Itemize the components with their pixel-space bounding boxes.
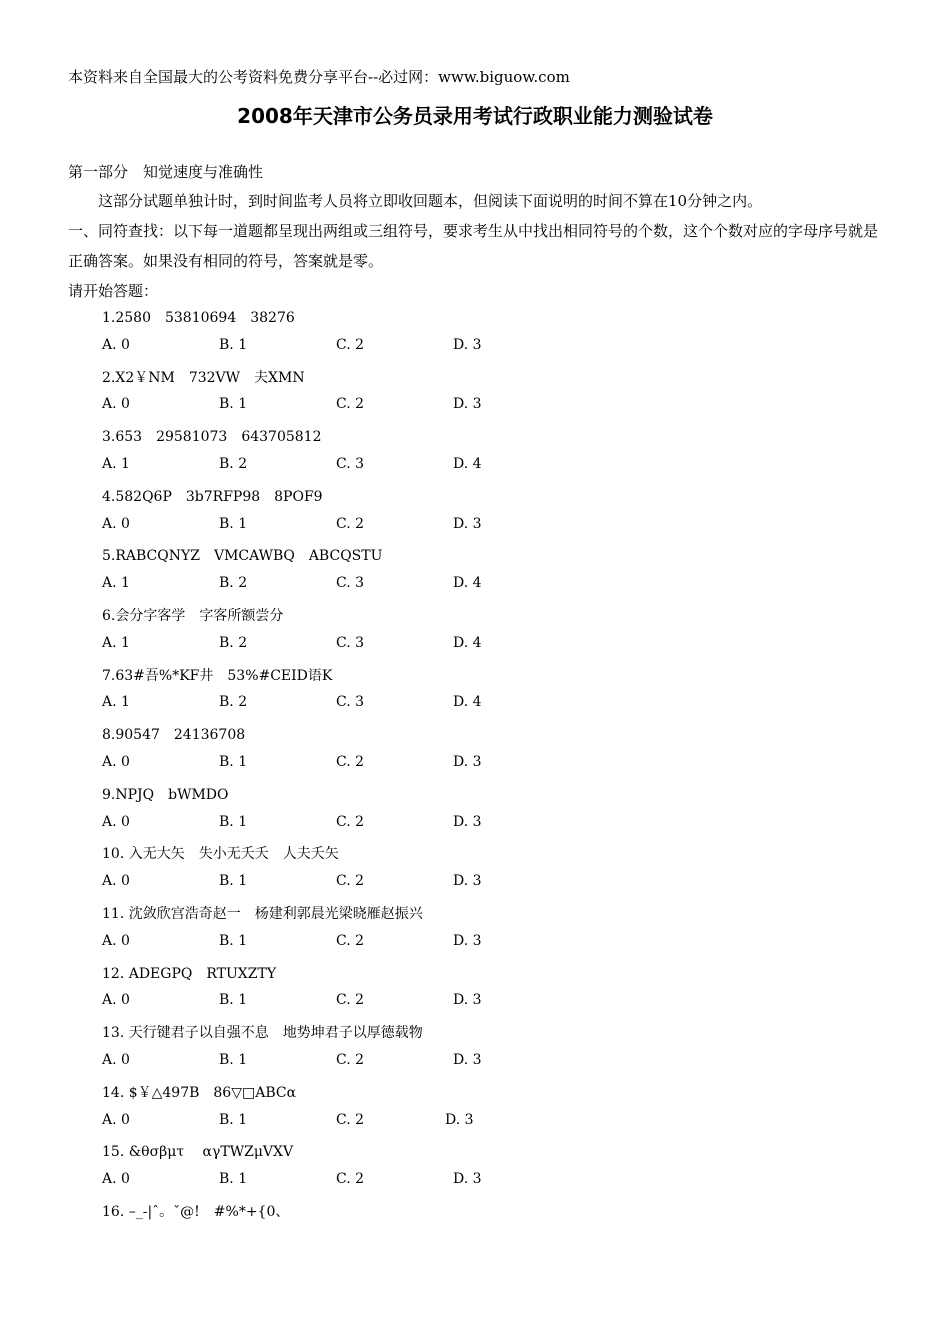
answer-options — [102, 635, 602, 655]
answer-option: B. 1 — [219, 873, 248, 890]
answer-option: B. 1 — [219, 1111, 248, 1128]
answer-option: B. 1 — [219, 992, 248, 1009]
answer-option: C. 3 — [336, 575, 365, 592]
answer-option: D. 3 — [453, 813, 482, 830]
question-text: 15. &θσβμτ αγTWZμVXV — [102, 1144, 294, 1161]
answer-options — [102, 694, 602, 714]
answer-option: D. 3 — [453, 992, 482, 1009]
answer-option: D. 4 — [453, 575, 482, 592]
answer-options — [102, 575, 602, 595]
answer-option: D. 3 — [453, 515, 482, 532]
answer-option: C. 2 — [336, 754, 365, 770]
part-heading: 第一部分 知觉速度与准确性 — [68, 163, 264, 181]
answer-options — [102, 516, 602, 536]
answer-option: D. 4 — [453, 634, 482, 651]
answer-option: D. 3 — [453, 932, 482, 949]
answer-option: A. 0 — [102, 1052, 130, 1068]
source-line: 本资料来自全国最大的公考资料免费分享平台--必过网：www.biguow.com — [68, 68, 570, 86]
answer-option: D. 4 — [453, 456, 482, 472]
question-text: 16. –_-|ˆ。ˇ@! #%*+{0、 — [102, 1204, 290, 1220]
answer-option: C. 2 — [336, 515, 365, 532]
answer-options — [102, 754, 602, 774]
answer-option: D. 3 — [453, 1052, 482, 1068]
answer-options — [102, 1112, 602, 1132]
question-text: 4.582Q6P 3b7RFP98 8POF9 — [102, 488, 323, 505]
start-prompt: 请开始答题： — [68, 282, 159, 300]
answer-option: A. 0 — [102, 754, 130, 770]
answer-option: C. 3 — [336, 634, 365, 651]
answer-option: C. 2 — [336, 1111, 365, 1128]
answer-options — [102, 337, 602, 357]
answer-option: A. 0 — [102, 336, 130, 353]
answer-option: B. 1 — [219, 1052, 248, 1068]
answer-options — [102, 1052, 602, 1072]
question-text: 1.2580 53810694 38276 — [102, 310, 295, 326]
page-title: 2008年天津市公务员录用考试行政职业能力测验试卷 — [237, 104, 713, 128]
question-text: 6.会分字客学 字客所额尝分 — [102, 608, 284, 624]
question-text: 3.653 29581073 643705812 — [102, 429, 322, 446]
answer-option: C. 2 — [336, 336, 365, 353]
answer-option: A. 0 — [102, 813, 130, 830]
answer-option: A. 0 — [102, 1111, 130, 1128]
instruction-paragraph: 一、同符查找：以下每一道题都呈现出两组或三组符号，要求考生从中找出相同符号的个数，这个个数对应的字母序号就是正确答案。如果没有相同的符号，答案就是零。 — [68, 222, 879, 270]
question-text: 10. 入无大矢 失小无夭夭 人夫夭矢 — [102, 846, 339, 863]
answer-option: C. 2 — [336, 1052, 365, 1068]
answer-option: B. 1 — [219, 1171, 248, 1188]
answer-option: C. 2 — [336, 932, 365, 949]
question-text: 7.63#吾%*KF井 53%#CEID语K — [102, 667, 333, 684]
answer-option: D. 3 — [453, 1171, 482, 1188]
answer-option: C. 2 — [336, 873, 365, 890]
answer-option: B. 1 — [219, 813, 248, 830]
answer-options — [102, 1171, 602, 1191]
answer-option: D. 4 — [453, 694, 482, 711]
question-text: 14. $￥△497B 86▽□ABCα — [102, 1084, 297, 1101]
answer-option: C. 2 — [336, 396, 365, 413]
answer-option: B. 2 — [219, 575, 248, 592]
answer-options — [102, 873, 602, 893]
answer-option: C. 2 — [336, 1171, 365, 1188]
answer-option: B. 1 — [219, 754, 248, 770]
answer-option: D. 3 — [453, 873, 482, 890]
answer-option: A. 0 — [102, 992, 130, 1009]
answer-option: B. 2 — [219, 694, 248, 711]
question-text: 8.90547 24136708 — [102, 727, 246, 744]
answer-option: A. 1 — [102, 456, 130, 472]
answer-options — [102, 992, 602, 1012]
answer-option: A. 0 — [102, 932, 130, 949]
answer-options — [102, 456, 602, 476]
answer-options — [102, 396, 602, 416]
answer-option: C. 3 — [336, 694, 365, 711]
answer-option: D. 3 — [445, 1111, 474, 1128]
answer-option: C. 2 — [336, 992, 365, 1009]
question-text: 2.X2￥NM 732VW 夫XMN — [102, 369, 305, 386]
timing-note: 这部分试题单独计时，到时间监考人员将立即收回题本，但阅读下面说明的时间不算在10分钟之内。 — [68, 192, 763, 210]
answer-option: C. 3 — [336, 456, 365, 472]
answer-option: B. 1 — [219, 515, 248, 532]
answer-option: B. 1 — [219, 336, 248, 353]
answer-options — [102, 814, 602, 834]
answer-option: A. 1 — [102, 634, 130, 651]
answer-option: D. 3 — [453, 396, 482, 413]
answer-option: A. 1 — [102, 694, 130, 711]
question-text: 11. 沈敛欣宫浩奇赵一 杨建利郭晨光梁晓雁赵振兴 — [102, 906, 423, 922]
question-text: 12. ADEGPQ RTUXZTY — [102, 965, 277, 982]
answer-option: B. 2 — [219, 456, 248, 472]
question-text: 13. 天行键君子以自强不息 地势坤君子以厚德载物 — [102, 1025, 423, 1042]
answer-option: B. 1 — [219, 396, 248, 413]
answer-option: A. 0 — [102, 1171, 130, 1188]
answer-options — [102, 933, 602, 953]
answer-option: C. 2 — [336, 813, 365, 830]
answer-option: A. 0 — [102, 515, 130, 532]
answer-option: A. 0 — [102, 396, 130, 413]
answer-option: D. 3 — [453, 754, 482, 770]
question-text: 9.NPJQ bWMDO — [102, 786, 229, 803]
answer-option: B. 2 — [219, 634, 248, 651]
answer-option: D. 3 — [453, 336, 482, 353]
answer-option: A. 1 — [102, 575, 130, 592]
answer-option: A. 0 — [102, 873, 130, 890]
answer-option: B. 1 — [219, 932, 248, 949]
question-text: 5.RABCQNYZ VMCAWBQ ABCQSTU — [102, 548, 383, 565]
